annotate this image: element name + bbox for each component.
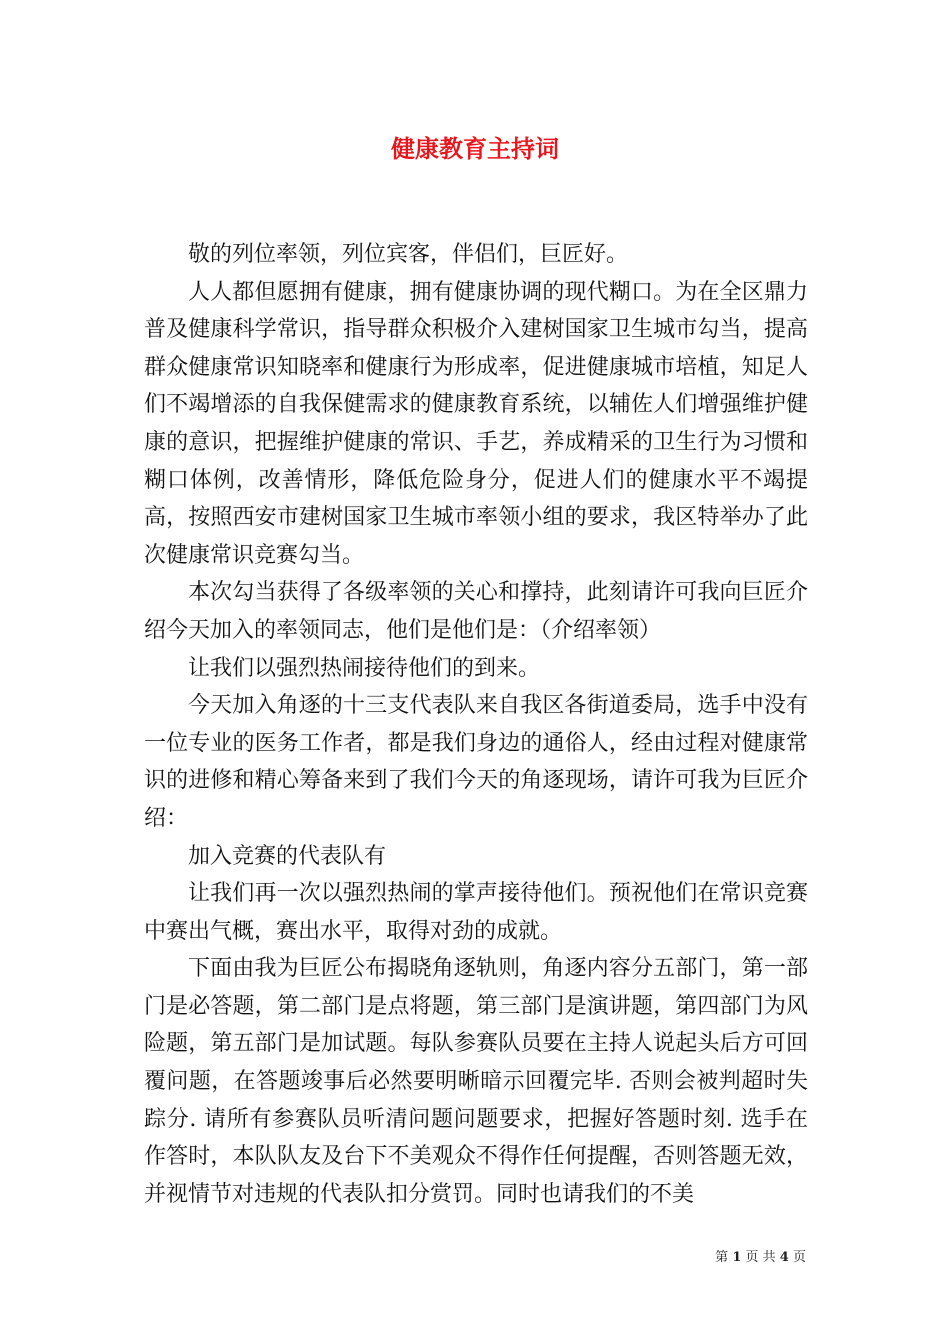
page-number-footer xyxy=(715,1249,806,1267)
paragraph-teams: 加入竞赛的代表队有 xyxy=(188,843,387,869)
paragraph-intro: 人人都但愿拥有健康，拥有健康协调的现代糊口。为在全区鼎力普及健康科学常识，指导群众积极介入建树国家卫生城市勾当，提高群众健康常识知晓率和健康行为形成率，促进健康城市培植，知足人们不竭增添的自我保健需求的健康教育系统，以辅佐人们增强维护健康的意识，把握维护健康的常识、手艺，养成精采的卫生行为习惯和糊口体例，改善情形，降低危险身分，促进人们的健康水平不竭提高，按照西安市建树国家卫生城市率领小组的要求，我区特举办了此次健康常识竞赛勾当。 xyxy=(144,279,808,568)
footer-middle: 页 共 xyxy=(745,1250,776,1265)
paragraph-teams-intro: 今天加入角逐的十三支代表队来自我区各街道委局，选手中没有一位专业的医务工作者，都是我们身边的通俗人，经由过程对健康常识的进修和精心筹备来到了我们今天的角逐现场，请许可我为巨匠介绍： xyxy=(144,693,808,831)
footer-page-number: 1 xyxy=(732,1250,742,1265)
paragraph-welcome: 让我们以强烈热闹接待他们的到来。 xyxy=(188,655,541,681)
paragraph-leaders: 本次勾当获得了各级率领的关心和撑持，此刻请许可我向巨匠介绍今天加入的率领同志，他们是他们是：（介绍率领） xyxy=(144,580,808,643)
paragraph-applause: 让我们再一次以强烈热闹的掌声接待他们。预祝他们在常识竞赛中赛出气概，赛出水平，取得对劲的成就。 xyxy=(144,881,808,944)
footer-suffix: 页 xyxy=(792,1250,806,1265)
paragraph-rules: 下面由我为巨匠公布揭晓角逐轨则，角逐内容分五部门，第一部门是必答题，第二部门是点将题，第三部门是演讲题，第四部门为风险题，第五部门是加试题。每队参赛队员要在主持人说起头后方可回覆问题，在答题竣事后必然要明晰暗示回覆完毕. 否则会被判超时失踪分. 请所有参赛队员听清问题问题要求，把握好答题时刻. 选手在作答时，本队队友及台下不美观众不得作任何提醒，否则答题无效，并视情节对违规的代表队扣分赏罚。同时也请我们的不美 xyxy=(144,956,808,1207)
footer-prefix: 第 xyxy=(715,1250,729,1265)
document-title: 健康教育主持词 xyxy=(391,134,559,163)
paragraph-greeting: 敬的列位率领，列位宾客，伴侣们，巨匠好。 xyxy=(188,242,629,267)
document-body xyxy=(144,236,808,1213)
footer-total-pages: 4 xyxy=(779,1250,789,1265)
